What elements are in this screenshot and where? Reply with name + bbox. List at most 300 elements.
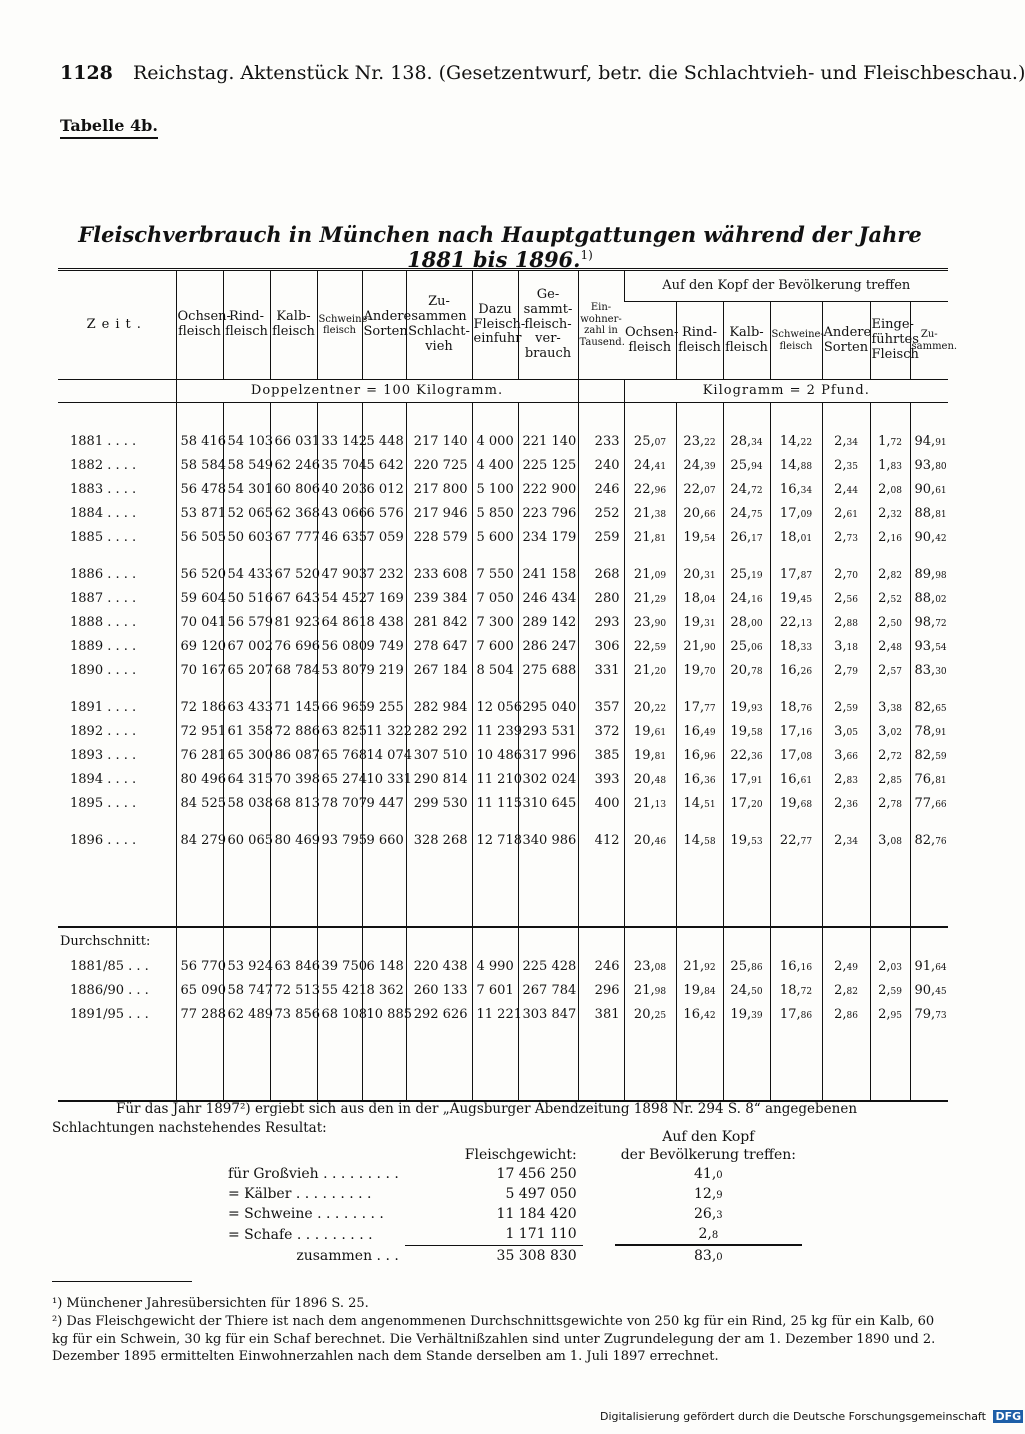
decimal-comma: ,: [711, 1206, 717, 1222]
per-head-int: 19: [730, 723, 747, 739]
decimal-comma: ,: [746, 795, 752, 811]
abs-value-cell: 8 362: [362, 978, 406, 1002]
per-head-dec: 76: [800, 703, 813, 714]
per-head-dec: 16: [800, 962, 813, 973]
title-footnote-ref: 1): [580, 248, 593, 262]
per-head-cell: [822, 828, 870, 852]
spacer-row: [58, 549, 948, 562]
page-number: 1128: [60, 62, 113, 84]
per-head-cell: [723, 658, 770, 682]
decimal-comma: ,: [931, 433, 936, 449]
per-head-int: 2: [878, 747, 887, 763]
decimal-comma: ,: [650, 638, 655, 654]
per-head-cell: [770, 828, 822, 852]
per-head-dec: 66: [704, 509, 716, 520]
decimal-comma: ,: [746, 566, 752, 582]
per-head-cell: [676, 954, 723, 978]
decimal-comma: ,: [650, 481, 655, 497]
per-head-cell: [822, 501, 870, 525]
col-kopf-ochsen: Ochsen-fleisch: [624, 302, 676, 380]
per-head-cell: [870, 586, 910, 610]
average-heading: Durchschnitt:: [58, 927, 176, 954]
per-head-dec: 39: [751, 1010, 763, 1021]
decimal-comma: ,: [746, 832, 752, 848]
per-head-dec: 05: [846, 727, 858, 738]
per-head-dec: 32: [890, 509, 902, 520]
unit-kilogramm: Kilogramm = 2 Pfund.: [624, 380, 948, 403]
per-head-int: 16: [683, 747, 700, 763]
per-head-dec: 3: [716, 1210, 723, 1221]
per-head-int: 3: [878, 699, 887, 715]
per-head-cell: [676, 501, 723, 525]
per-head-cell: [870, 719, 910, 743]
abs-value-cell: 225 125: [518, 453, 578, 477]
per-head-int: 2: [834, 832, 843, 848]
abs-value-cell: 8 438: [362, 610, 406, 634]
decimal-comma: ,: [650, 662, 655, 678]
per-head-int: 21: [683, 638, 700, 654]
abs-value-cell: 56 770: [176, 954, 223, 978]
per-head-cell: [624, 1002, 676, 1026]
per-head-cell: [870, 562, 910, 586]
abs-value-cell: 310 645: [518, 791, 578, 815]
per-head-dec: 72: [935, 618, 947, 629]
abs-value-cell: 267 784: [518, 978, 578, 1002]
summary-weight: 5 497 050: [505, 1186, 577, 1202]
per-head-cell: [822, 429, 870, 453]
abs-value-cell: 50 603: [223, 525, 270, 549]
per-head-int: 83: [914, 662, 932, 678]
decimal-comma: ,: [931, 481, 936, 497]
per-head-cell: [624, 562, 676, 586]
per-head-dec: 98: [654, 986, 667, 997]
per-head-cell: [770, 1002, 822, 1026]
abs-value-cell: 72 951: [176, 719, 223, 743]
per-head-int: 21: [633, 566, 651, 582]
per-head-dec: 72: [800, 986, 813, 997]
abs-value-cell: 78 707: [317, 791, 362, 815]
abs-value-cell: 393: [578, 767, 624, 791]
abs-value-cell: 66 031: [270, 429, 317, 453]
decimal-comma: ,: [746, 529, 752, 545]
per-head-dec: 38: [654, 509, 667, 520]
per-head-dec: 61: [800, 775, 813, 786]
year-row: [58, 634, 948, 658]
per-head-cell: [770, 525, 822, 549]
per-head-cell: [910, 429, 948, 453]
abs-value-cell: 331: [578, 658, 624, 682]
abs-value-cell: 81 923: [270, 610, 317, 634]
abs-value-cell: 84 525: [176, 791, 223, 815]
abs-value-cell: 71 145: [270, 695, 317, 719]
abs-value-cell: 5 642: [362, 453, 406, 477]
decimal-comma: ,: [699, 771, 705, 787]
per-head-dec: 49: [846, 962, 858, 973]
per-head-int: 82: [914, 747, 932, 763]
per-head-int: 2: [834, 457, 843, 473]
year-row: [58, 610, 948, 634]
decimal-comma: ,: [886, 505, 891, 521]
per-head-cell: [870, 791, 910, 815]
per-head-dec: 91: [935, 437, 947, 448]
decimal-comma: ,: [650, 795, 655, 811]
per-head-dec: 22: [800, 437, 813, 448]
per-head-cell: [624, 429, 676, 453]
summary-per-head: [615, 1164, 802, 1184]
per-head-int: 18: [779, 982, 797, 998]
abs-value-cell: 252: [578, 501, 624, 525]
spacer-row: [58, 682, 948, 695]
abs-value-cell: 59 604: [176, 586, 223, 610]
per-head-dec: 08: [654, 962, 667, 973]
decimal-comma: ,: [842, 590, 847, 606]
col-zeit: Zeit.: [58, 270, 176, 380]
per-head-cell: [822, 743, 870, 767]
abs-value-cell: 40 203: [317, 477, 362, 501]
per-head-dec: 77: [800, 836, 813, 847]
abs-value-cell: 56 579: [223, 610, 270, 634]
decimal-comma: ,: [650, 723, 655, 739]
abs-value-cell: 72 886: [270, 719, 317, 743]
period-label: 1893 . . . .: [70, 747, 137, 763]
decimal-comma: ,: [931, 982, 936, 998]
per-head-cell: [624, 501, 676, 525]
decimal-comma: ,: [796, 590, 801, 606]
abs-value-cell: 5 448: [362, 429, 406, 453]
decimal-comma: ,: [931, 699, 936, 715]
decimal-comma: ,: [650, 982, 655, 998]
abs-value-cell: 306: [578, 634, 624, 658]
abs-value-cell: 8 504: [472, 658, 518, 682]
per-head-int: 20: [633, 1006, 651, 1022]
abs-value-cell: 33 142: [317, 429, 362, 453]
abs-value-cell: 65 207: [223, 658, 270, 682]
per-head-cell: [910, 586, 948, 610]
per-head-int: 2: [878, 529, 887, 545]
summary-total-weight: 35 308 830: [496, 1247, 577, 1264]
decimal-comma: ,: [699, 723, 705, 739]
decimal-comma: ,: [711, 1248, 717, 1264]
abs-value-cell: 10 486: [472, 743, 518, 767]
per-head-dec: 22: [654, 703, 667, 714]
per-head-dec: 18: [846, 642, 858, 653]
abs-value-cell: 80 469: [270, 828, 317, 852]
per-head-int: 2: [878, 614, 887, 630]
year-row: [58, 791, 948, 815]
per-head-cell: [910, 501, 948, 525]
decimal-comma: ,: [886, 638, 891, 654]
per-head-int: 2: [834, 481, 843, 497]
per-head-cell: [624, 978, 676, 1002]
decimal-comma: ,: [699, 433, 705, 449]
abs-value-cell: 43 066: [317, 501, 362, 525]
footnote-rule: [52, 1281, 192, 1282]
abs-value-cell: 61 358: [223, 719, 270, 743]
period-label: 1889 . . . .: [70, 638, 137, 654]
per-head-int: 82: [914, 832, 932, 848]
abs-value-cell: 223 796: [518, 501, 578, 525]
decimal-comma: ,: [707, 1226, 712, 1242]
per-head-int: 79: [914, 1006, 932, 1022]
per-head-cell: [770, 634, 822, 658]
per-head-dec: 09: [800, 509, 813, 520]
abs-value-cell: 93 795: [317, 828, 362, 852]
per-head-dec: 41: [654, 461, 667, 472]
per-head-int: 24: [683, 457, 700, 473]
decimal-comma: ,: [886, 795, 891, 811]
decimal-comma: ,: [931, 590, 936, 606]
decimal-comma: ,: [842, 958, 847, 974]
abs-value-cell: 69 120: [176, 634, 223, 658]
col-kopf-eingefuehrt: Einge-führtes Fleisch: [870, 302, 910, 380]
per-head-dec: 95: [890, 1010, 902, 1021]
abs-value-cell: 280: [578, 586, 624, 610]
abs-value-cell: 412: [578, 828, 624, 852]
per-head-cell: [723, 978, 770, 1002]
abs-value-cell: 47 903: [317, 562, 362, 586]
per-head-dec: 50: [751, 986, 763, 997]
decimal-comma: ,: [650, 614, 655, 630]
spacer-row: [58, 403, 948, 430]
per-head-cell: [822, 695, 870, 719]
decimal-comma: ,: [931, 638, 936, 654]
per-head-int: 16: [683, 723, 700, 739]
period-label: 1886 . . . .: [70, 566, 137, 582]
abs-value-cell: 76 696: [270, 634, 317, 658]
summary-total-row: [222, 1245, 802, 1266]
decimal-comma: ,: [650, 832, 655, 848]
per-head-cell: [910, 658, 948, 682]
per-head-int: 2: [834, 1006, 843, 1022]
per-head-int: 25: [730, 457, 747, 473]
decimal-comma: ,: [842, 771, 847, 787]
decimal-comma: ,: [650, 958, 655, 974]
abs-value-cell: 9 255: [362, 695, 406, 719]
per-head-dec: 87: [800, 570, 813, 581]
decimal-comma: ,: [886, 529, 891, 545]
decimal-comma: ,: [699, 505, 705, 521]
table-title: [60, 222, 940, 272]
decimal-comma: ,: [886, 433, 891, 449]
per-head-dec: 96: [704, 751, 716, 762]
per-head-int: 17: [730, 795, 747, 811]
per-head-int: 20: [633, 699, 651, 715]
per-head-int: 16: [779, 958, 797, 974]
per-head-cell: [910, 453, 948, 477]
per-head-int: 28: [730, 614, 747, 630]
per-head-dec: 06: [751, 642, 763, 653]
per-head-dec: 52: [890, 594, 902, 605]
abs-value-cell: 7 232: [362, 562, 406, 586]
period-label: 1881/85 . . .: [70, 958, 149, 974]
per-head-dec: 16: [890, 533, 902, 544]
per-head-int: 25: [633, 433, 651, 449]
decimal-comma: ,: [842, 1006, 847, 1022]
abs-value-cell: 217 946: [406, 501, 472, 525]
abs-value-cell: 5 100: [472, 477, 518, 501]
per-head-int: 2: [834, 505, 843, 521]
abs-value-cell: 77 288: [176, 1002, 223, 1026]
per-head-cell: [624, 719, 676, 743]
per-head-dec: 82: [846, 986, 858, 997]
abs-value-cell: 10 331: [362, 767, 406, 791]
abs-value-cell: 58 416: [176, 429, 223, 453]
per-head-dec: 34: [846, 437, 858, 448]
summary-label: = Schafe . . . . . . . . .: [228, 1226, 373, 1243]
per-head-cell: [822, 562, 870, 586]
decimal-comma: ,: [796, 614, 801, 630]
abs-value-cell: 67 777: [270, 525, 317, 549]
per-head-cell: [676, 634, 723, 658]
abs-value-cell: 53 924: [223, 954, 270, 978]
abs-value-cell: 7 601: [472, 978, 518, 1002]
per-head-int: 20: [730, 662, 747, 678]
per-head-dec: 98: [935, 570, 947, 581]
summary-label: = Schweine . . . . . . . .: [228, 1206, 384, 1222]
per-head-cell: [723, 501, 770, 525]
per-head-int: 2: [834, 566, 843, 582]
decimal-comma: ,: [699, 795, 705, 811]
per-head-cell: [676, 525, 723, 549]
per-head-dec: 29: [654, 594, 667, 605]
per-head-int: 17: [730, 771, 747, 787]
abs-value-cell: 240: [578, 453, 624, 477]
abs-value-cell: 5 850: [472, 501, 518, 525]
dfg-logo: DFG: [995, 1410, 1022, 1423]
summary-row: [222, 1224, 802, 1245]
per-head-int: 2: [834, 982, 843, 998]
abs-value-cell: 76 281: [176, 743, 223, 767]
summary-1897-table: [222, 1128, 802, 1266]
decimal-comma: ,: [796, 832, 801, 848]
per-head-int: 21: [633, 590, 651, 606]
per-head-dec: 35: [846, 461, 858, 472]
abs-value-cell: 54 452: [317, 586, 362, 610]
per-head-cell: [624, 453, 676, 477]
decimal-comma: ,: [699, 699, 705, 715]
per-head-int: 2: [878, 505, 887, 521]
per-head-int: 3: [878, 723, 887, 739]
per-head-int: 2: [698, 1226, 708, 1242]
decimal-comma: ,: [699, 1006, 705, 1022]
decimal-comma: ,: [746, 982, 752, 998]
per-head-cell: [770, 610, 822, 634]
decimal-comma: ,: [796, 566, 801, 582]
decimal-comma: ,: [650, 771, 655, 787]
per-head-cell: [870, 477, 910, 501]
abs-value-cell: 328 268: [406, 828, 472, 852]
abs-value-cell: 385: [578, 743, 624, 767]
period-label: 1890 . . . .: [70, 662, 137, 678]
summary-label: = Kälber . . . . . . . . .: [228, 1186, 372, 1202]
decimal-comma: ,: [746, 662, 752, 678]
abs-value-cell: 46 635: [317, 525, 362, 549]
per-head-cell: [624, 477, 676, 501]
period-label: 1895 . . . .: [70, 795, 137, 811]
summary-weight: 11 184 420: [496, 1206, 577, 1222]
abs-value-cell: 282 984: [406, 695, 472, 719]
abs-value-cell: 58 038: [223, 791, 270, 815]
abs-value-cell: 290 814: [406, 767, 472, 791]
abs-value-cell: 302 024: [518, 767, 578, 791]
per-head-dec: 88: [800, 461, 813, 472]
per-head-dec: 72: [751, 485, 763, 496]
per-head-dec: 91: [935, 727, 947, 738]
per-head-int: 82: [914, 699, 932, 715]
per-head-int: 2: [834, 771, 843, 787]
per-head-dec: 61: [846, 509, 858, 520]
per-head-cell: [723, 695, 770, 719]
decimal-comma: ,: [650, 699, 655, 715]
per-head-cell: [910, 767, 948, 791]
per-head-dec: 73: [935, 1010, 947, 1021]
per-head-dec: 20: [751, 799, 763, 810]
per-head-dec: 81: [935, 509, 947, 520]
abs-value-cell: 222 900: [518, 477, 578, 501]
summary-head-right-1: Auf den Kopf: [662, 1129, 755, 1145]
per-head-cell: [910, 610, 948, 634]
per-head-cell: [910, 477, 948, 501]
abs-value-cell: 234 179: [518, 525, 578, 549]
decimal-comma: ,: [931, 1006, 936, 1022]
abs-value-cell: 53 807: [317, 658, 362, 682]
dfg-footer: [600, 1410, 1022, 1423]
decimal-comma: ,: [886, 723, 891, 739]
per-head-dec: 08: [800, 751, 813, 762]
per-head-cell: [870, 429, 910, 453]
per-head-cell: [624, 695, 676, 719]
summary-body: [222, 1164, 802, 1266]
per-head-dec: 70: [704, 666, 716, 677]
decimal-comma: ,: [650, 433, 655, 449]
per-head-dec: 77: [704, 703, 716, 714]
unit-doppelzentner: Doppelzentner = 100 Kilogramm.: [176, 380, 578, 403]
per-head-cell: [723, 562, 770, 586]
abs-value-cell: 225 428: [518, 954, 578, 978]
abs-value-cell: 260 133: [406, 978, 472, 1002]
per-head-int: 24: [730, 590, 747, 606]
abs-value-cell: 220 725: [406, 453, 472, 477]
spacer-row: [58, 1026, 948, 1101]
per-head-int: 24: [633, 457, 651, 473]
per-head-cell: [723, 791, 770, 815]
per-head-dec: 50: [890, 618, 902, 629]
per-head-cell: [822, 634, 870, 658]
per-head-dec: 83: [890, 461, 902, 472]
per-head-dec: 59: [654, 642, 667, 653]
abs-value-cell: 4 000: [472, 429, 518, 453]
per-head-dec: 42: [935, 533, 947, 544]
average-heading-row: [58, 927, 948, 954]
decimal-comma: ,: [746, 699, 752, 715]
abs-value-cell: 11 239: [472, 719, 518, 743]
per-head-cell: [723, 429, 770, 453]
summary-per-head: [615, 1204, 802, 1224]
per-head-dec: 79: [846, 666, 858, 677]
col-einwohnerzahl: Ein-wohner-zahl in Tausend.: [578, 270, 624, 380]
year-row: [58, 658, 948, 682]
abs-value-cell: 54 301: [223, 477, 270, 501]
per-head-int: 2: [878, 795, 887, 811]
abs-value-cell: 12 718: [472, 828, 518, 852]
year-row: [58, 525, 948, 549]
per-head-dec: 00: [751, 618, 763, 629]
per-head-cell: [910, 791, 948, 815]
abs-value-cell: 340 986: [518, 828, 578, 852]
per-head-dec: 82: [890, 570, 902, 581]
per-head-cell: [870, 501, 910, 525]
per-head-int: 98: [914, 614, 932, 630]
